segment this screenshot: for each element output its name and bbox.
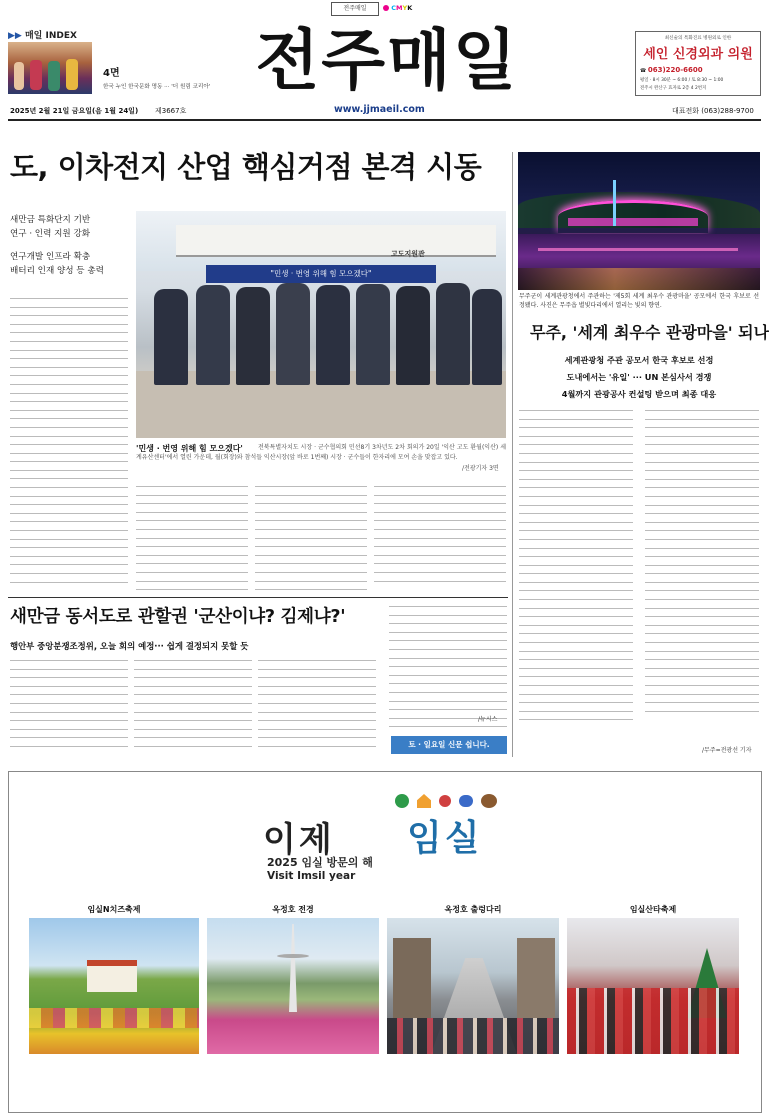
feature-column-rule [512,152,513,757]
cmyk-m: M [396,4,403,12]
ad-clinic-phone: 063)220-6600 [647,66,703,74]
registration-dot-icon [383,5,389,11]
water-icon [459,795,473,807]
index-box[interactable] [8,28,218,102]
dateline-issue: 제3667호 [155,107,187,115]
double-arrow-icon: ▶▶ [8,31,22,41]
feature-credit: /무주=전광선 기자 [702,747,752,754]
photo-santa-festival [567,918,739,1054]
feature-body-col1 [519,410,633,746]
index-page: 4면 [103,68,120,79]
imsil-title-b: 임실 [407,818,483,859]
imsil-icons [395,792,515,812]
notice-box: 토 · 일요일 신문 쉽니다. [391,736,507,754]
cmyk-k: K [407,4,413,12]
cmyk-marks [383,4,412,12]
second-body-col2 [134,660,252,750]
ad-clinic[interactable] [635,31,761,96]
feature-sub-2: 도내에서는 '유일' ··· UN 본심사서 경쟁 [566,372,712,382]
photo-label-4: 임실산타축제 [629,905,677,914]
photo-label-1: 임실N치즈축제 [87,905,141,914]
ad-clinic-small: 최신술의 특화진료 병원외로 인한 [664,36,732,41]
edition-label: 전주매일 [343,5,367,12]
lead-credit-top: /전광기자 3면 [462,465,499,472]
ad-clinic-name: 세인 신경외과 의원 [643,47,753,62]
lead-body-col2 [136,486,248,592]
lead-rule [8,597,508,598]
dateline-phone: 대표전화 (063)288-9700 [672,107,754,115]
lead-body-col4 [374,486,506,592]
second-headline: 새만금 동서도로 관할권 '군산이냐? 김제냐?' [10,607,346,627]
lead-body-text [10,298,128,592]
cmyk-y: Y [402,4,408,12]
dateline-date: 2025년 2월 21일 금요일(음 1월 24일) [10,107,139,115]
second-body-col1 [10,660,128,750]
flower-icon [439,795,451,807]
photo-bridge [387,918,559,1054]
imsil-en-line: Visit Imsil year [267,870,356,882]
lead-subhead-1: 새만금 특화단지 기반 연구 · 인력 지원 강화 [10,215,91,239]
photo-label-3: 옥정호 출렁다리 [444,905,502,914]
second-body-col3 [258,660,376,750]
feature-sub-3: 4월까지 관광공사 컨설팅 받으며 최종 대응 [561,389,717,399]
photo-label-2: 옥정호 전경 [272,905,314,914]
feature-body-col2 [645,410,759,736]
ad-clinic-address: 전주시 완산구 효자로 2층 4 2번지 [640,86,707,91]
lead-caption-title: '민생 · 번영 위해 힘 모으겠다' [136,444,243,453]
feature-sub-1: 세계관광청 주관 공모서 한국 후보로 선정 [564,355,714,365]
feature-subheads [519,352,759,403]
hut-icon [417,794,431,808]
lead-subhead-2: 연구개발 인프라 확충 배터리 인재 양성 등 총력 [10,252,104,276]
website[interactable]: www.jjmaeil.com [334,104,425,115]
photo-banner: "민생 · 번영 위해 힘 모으겠다" [206,265,436,283]
photo-cheese-festival [29,918,199,1054]
second-subhead: 행안부 중앙분쟁조정위, 오늘 회의 예정··· 쉽게 결정되지 못할 듯 [10,641,249,651]
photo-okjeongho [207,918,379,1054]
index-label: ▶▶ 매일 INDEX [8,31,77,41]
ad-phone-label: ☎ [640,68,647,74]
edition-label-box [331,2,379,16]
masthead-rule [8,119,761,121]
imsil-title-a: 이제 [263,820,335,860]
ad-clinic-hours: 평일 · 8시 30분 ~ 6:00 / 토 8:30 ~ 1:00 [640,78,724,83]
lead-caption-body: 전북특별자치도 시장 · 군수협의회 민선8기 3차년도 2차 회의가 20일 '익산 고도 환월(익산) 세계유산센터'에서 열린 가운데, 월(회장)와 참석들 익산시장(앞 바로 1번째) 시장 · 군수들이 한자리에 모여 손을 맞잡고 있다. [136,444,506,461]
index-caption: 한국 누인 한국문화 명동 ··· '더 원림 코리아' [103,84,211,90]
second-body-col4 [389,606,507,728]
masthead-title: 전주매일 [255,21,519,99]
lead-headline: 도, 이차전지 산업 핵심거점 본격 시동 [10,150,482,184]
ad-imsil[interactable] [8,771,762,1113]
cmyk-c: C [391,4,397,12]
photo-sign: 고도지원관 [391,250,425,258]
lead-body-col3 [255,486,367,592]
second-credit: /뉴시스 [478,716,498,723]
feature-headline: 무주, '세계 최우수 관광마을' 되나 [530,323,769,342]
lead-photo [136,211,506,438]
dog-icon [481,794,497,808]
index-thumbnail [8,42,92,94]
feature-photo [518,152,760,290]
feature-caption: 무주군이 세계관광청에서 주관하는 '제5회 세계 최우수 관광마을' 공모에서 한국 후보로 선정됐다. 사진은 무주읍 별빛다리에서 열리는 빛의 향연. [519,293,759,309]
imsil-year-line: 2025 임실 방문의 해 [267,856,373,869]
tree-icon [395,794,409,808]
